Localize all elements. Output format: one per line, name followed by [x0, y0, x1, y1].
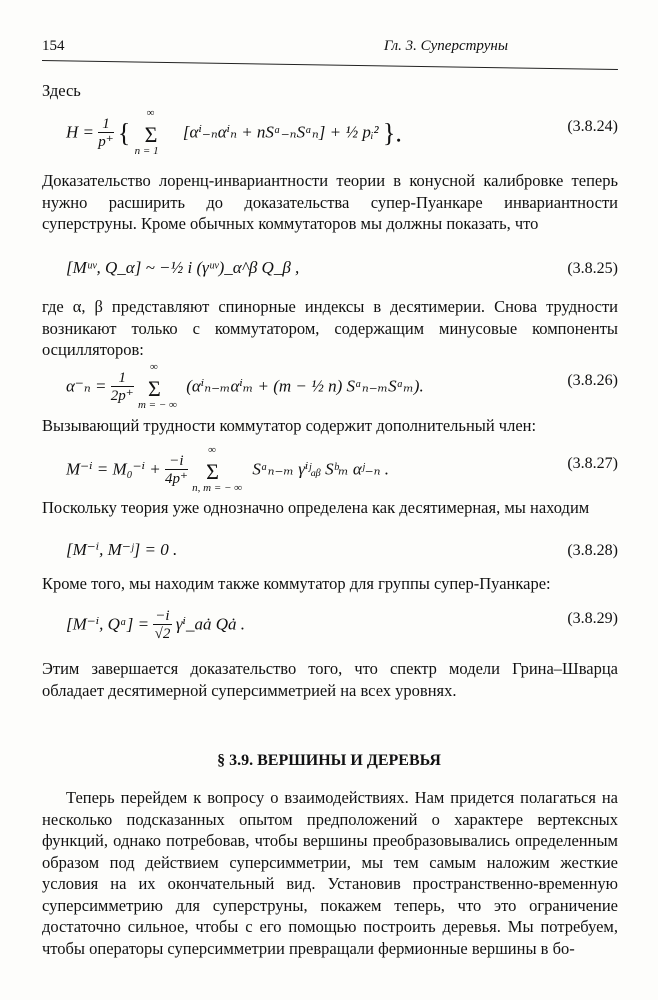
- equation-3-8-24: [42, 106, 618, 157]
- page-number: 154: [42, 38, 65, 54]
- paragraph-also: Кроме того, мы находим также коммутатор для группы супер-Пуанкаре:: [42, 574, 551, 593]
- eq-body: [αⁱ₋ₙαⁱₙ + nSᵃ₋ₙSᵃₙ] +: [182, 122, 342, 142]
- equation-body: [66, 443, 390, 494]
- eq-tail: pᵢ²: [362, 122, 379, 142]
- close-brace: }.: [382, 118, 402, 148]
- eq-body: (αⁱₙ₋ₘαⁱₘ + (m − ½ n) Sᵃₙ₋ₘSᵃₘ).: [186, 376, 424, 396]
- equation-body: [66, 360, 424, 411]
- paragraph-here: Здесь: [42, 81, 81, 100]
- header-rule: [42, 60, 618, 70]
- equation-body: [Mᵘᵛ, Q_α] ~ −½ i (γᵘᵛ)_α^β Q_β ,: [66, 258, 300, 277]
- equation-body: [66, 608, 245, 643]
- equation-3-8-29: [42, 608, 618, 642]
- equation-body: [66, 106, 402, 157]
- equation-number: (3.8.28): [567, 542, 618, 559]
- paragraph-since: Поскольку теория уже однозначно определена как десятимерная, мы находим: [42, 498, 590, 517]
- equation-number: (3.8.27): [567, 455, 618, 472]
- paragraph-section: Теперь перейдем к вопросу о взаимодействиях. Нам придется полагаться на несколько подсказанных опытом предположений о характере вертексных функций, однако потребовав, чтобы вершины преобразовывались определенным образом под действием суперсимметрии, мы тем самым наложим жесткие условия на их окончательный вид. Установив пространственно-временную суперсимметрию для суперструны, покажем теперь, что это ограничение достаточно сильное, чтобы с его помощью построить деревья. Мы потребуем, чтобы операторы суперсимметрии превращали фермионные вершины в бо-: [42, 788, 618, 958]
- section-heading: § 3.9. ВЕРШИНЫ И ДЕРЕВЬЯ: [217, 752, 441, 769]
- fraction: $\frac{1}{2p^+}$: [110, 370, 134, 404]
- fraction: $\frac{1}{p^+}$: [98, 116, 114, 150]
- sum-symbol: ∞ Σ n = 1: [134, 106, 159, 157]
- equation-3-8-27: [42, 443, 618, 494]
- equation-3-8-28: [42, 540, 618, 570]
- equation-number: (3.8.24): [567, 118, 618, 135]
- eq-half: ½: [345, 122, 359, 142]
- page-header: [42, 38, 618, 62]
- open-brace: {: [117, 118, 131, 148]
- eq-lhs: H =: [66, 122, 94, 142]
- equation-3-8-26: [42, 360, 618, 411]
- fraction: $\frac{-i}{4p^+}$: [164, 453, 188, 487]
- fraction: $\frac{-i}{√2}$: [154, 608, 171, 642]
- equation-number: (3.8.26): [567, 372, 618, 389]
- eq-lhs: [M⁻ⁱ, Qᵃ] =: [66, 614, 150, 634]
- eq-body: γⁱ_aȧ Qȧ .: [175, 614, 246, 634]
- eq-lhs: M⁻ⁱ = M₀⁻ⁱ +: [66, 459, 161, 479]
- equation-3-8-25: [42, 258, 618, 288]
- paragraph-spinor: где α, β представляют спинорные индексы в десятимерии. Снова трудности возникают только с коммутатором, содержащим минусовые компоненты осцилляторов:: [42, 297, 618, 359]
- sum-symbol: ∞ Σ n, m = − ∞: [192, 443, 243, 494]
- eq-lhs: α⁻ₙ =: [66, 376, 107, 396]
- eq-body: Sᵃₙ₋ₘ γⁱʲₐᵦ Sᵇₘ αʲ₋ₙ .: [252, 459, 390, 479]
- equation-number: (3.8.25): [567, 260, 618, 277]
- running-title: Гл. 3. Суперструны: [383, 38, 508, 54]
- sum-symbol: ∞ Σ m = − ∞: [137, 360, 177, 411]
- equation-number: (3.8.29): [567, 610, 618, 627]
- paragraph-conclusion: Этим завершается доказательство того, что спектр модели Грина–Шварца обладает десятимерной суперсимметрией на всех уровнях.: [42, 659, 618, 700]
- equation-body: [M⁻ⁱ, M⁻ʲ] = 0 .: [66, 540, 178, 559]
- paragraph-trouble: Вызывающий трудности коммутатор содержит дополнительный член:: [42, 416, 537, 435]
- paragraph-lorentz: Доказательство лоренц-инвариантности теории в конусной калибровке теперь нужно расширить до доказательства супер-Пуанкаре инвариантности суперструны. Кроме обычных коммутаторов мы должны показать, что: [42, 171, 618, 233]
